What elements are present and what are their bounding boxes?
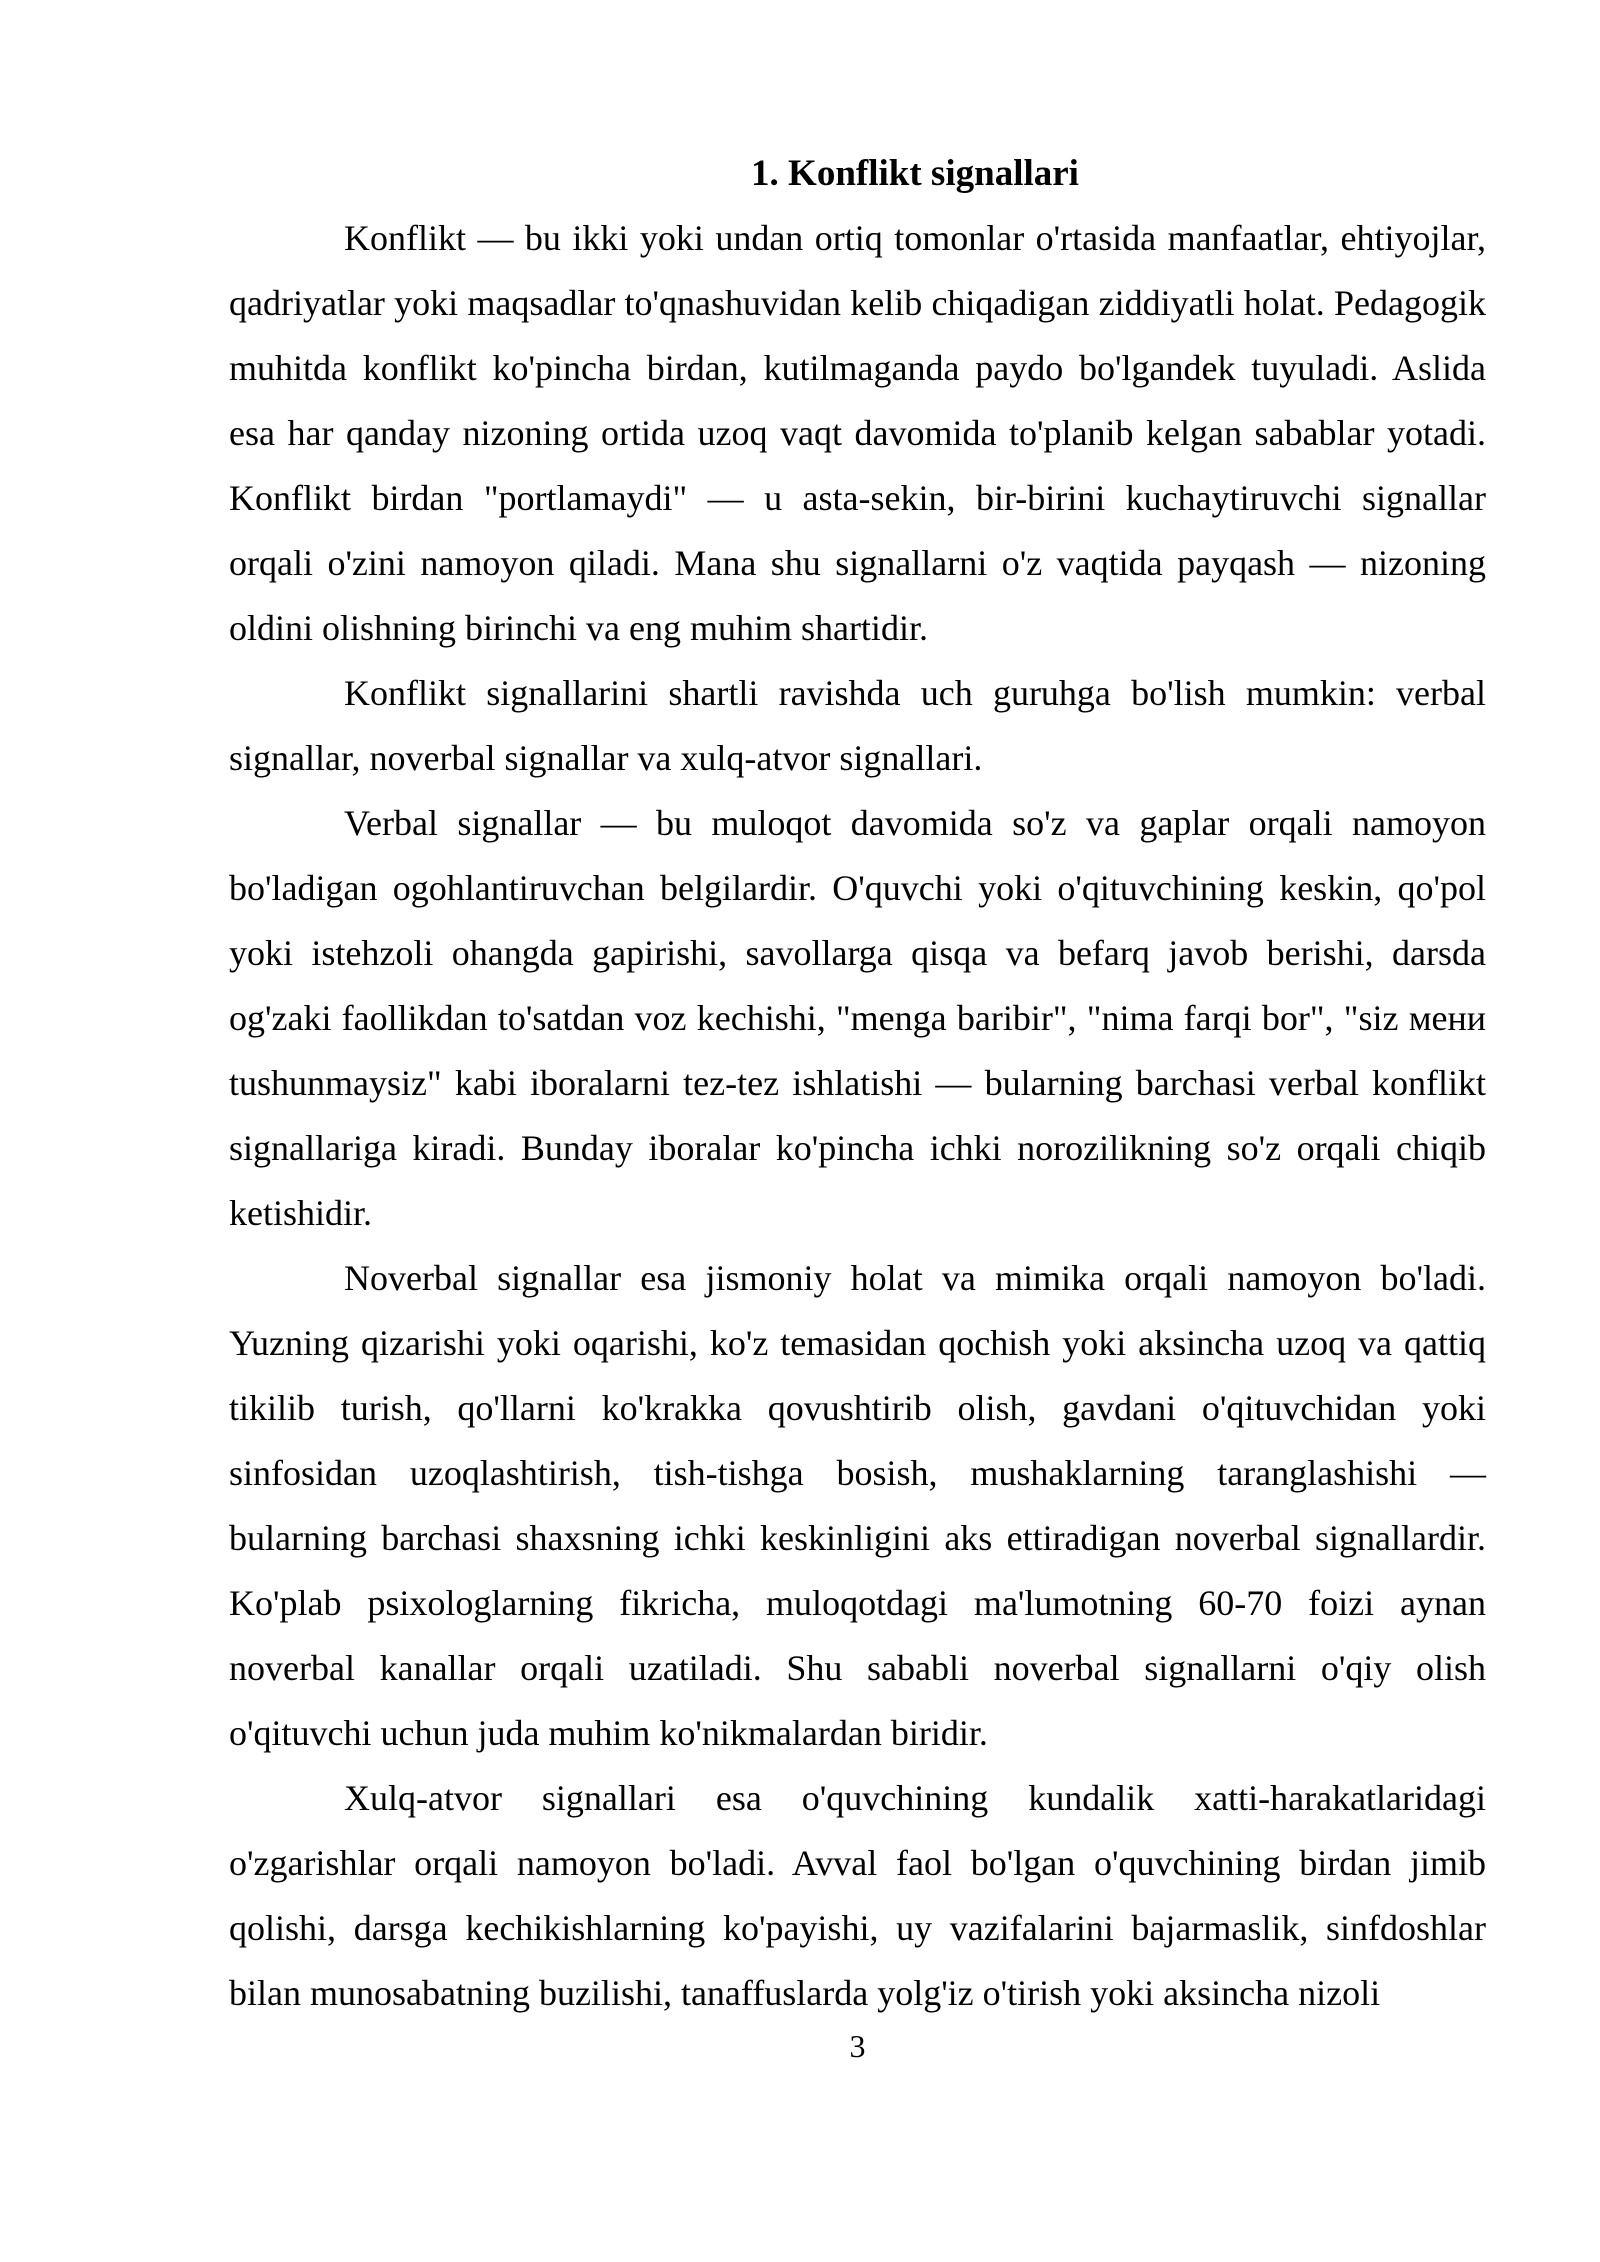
paragraph: Noverbal signallar esa jismoniy holat va mimika orqali namoyon bo'ladi. Yuzning qizarishi yoki oqarishi, ko'z temasidan qochish yoki aksincha uzoq va qattiq tikilib turish, qo'llarni ko'krakka qovushtirib olish, gavdani o'qituvchidan yoki sinfosidan uzoqlashtirish, tish-tishga bosish, mushaklarning taranglashishi — bularning barchasi shaxsning ichki keskinligini aks ettiradigan noverbal signallardir. Ko'plab psixologlarning fikricha, muloqotdagi ma'lumotning 60-70 foizi aynan noverbal kanallar orqali uzatiladi. Shu sababli noverbal signallarni o'qiy olish o'qituvchi uchun juda muhim ko'nikmalardan biridir. <box>229 1258 1486 1753</box>
document-heading: 1. Konflikt signallari <box>751 153 1079 194</box>
page-footer <box>229 2026 1486 2066</box>
paragraph: Xulq-atvor signallari esa o'quvchining kundalik xatti-harakatlaridagi o'zgarishlar orqali namoyon bo'ladi. Avval faol bo'lgan o'quvchining birdan jimib qolishi, darsga kechikishlarning ko'payishi, uy vazifalarini bajarmaslik, sinfdoshlar bilan munosabatning buzilishi, tanaffuslarda yolg'iz o'tirish yoki aksincha nizoli <box>229 1778 1486 2013</box>
page-number: 3 <box>849 2028 866 2064</box>
paragraph: Konflikt signallarini shartli ravishda uch guruhga bo'lish mumkin: verbal signallar, noverbal signallar va xulq-atvor signallari. <box>229 673 1486 778</box>
paragraph: Verbal signallar — bu muloqot davomida so'z va gaplar orqali namoyon bo'ladigan ogohlantiruvchan belgilardir. O'quvchi yoki o'qituvchining keskin, qo'pol yoki istehzoli ohangda gapirishi, savollarga qisqa va befarq javob berishi, darsda og'zaki faollikdan to'satdan voz kechishi, "menga baribir", "nima farqi bor", "siz мени tushunmaysiz" kabi iboralarni tez-tez ishlatishi — bularning barchasi verbal konflikt signallariga kiradi. Bunday iboralar ko'pincha ichki norozilikning so'z orqali chiqib ketishidir. <box>229 803 1486 1233</box>
document-body <box>229 206 1486 2026</box>
paragraph: Konflikt — bu ikki yoki undan ortiq tomonlar o'rtasida manfaatlar, ehtiyojlar, qadriyatlar yoki maqsadlar to'qnashuvidan kelib chiqadigan ziddiyatli holat. Pedagogik muhitda konflikt ko'pincha birdan, kutilmaganda paydo bo'lgandek tuyuladi. Aslida esa har qanday nizoning ortida uzoq vaqt davomida to'planib kelgan sabablar yotadi. Konflikt birdan "portlamaydi" — u asta-sekin, bir-birini kuchaytiruvchi signallar orqali o'zini namoyon qiladi. Mana shu signallarni o'z vaqtida payqash — nizoning oldini olishning birinchi va eng muhim shartidir. <box>229 218 1486 648</box>
